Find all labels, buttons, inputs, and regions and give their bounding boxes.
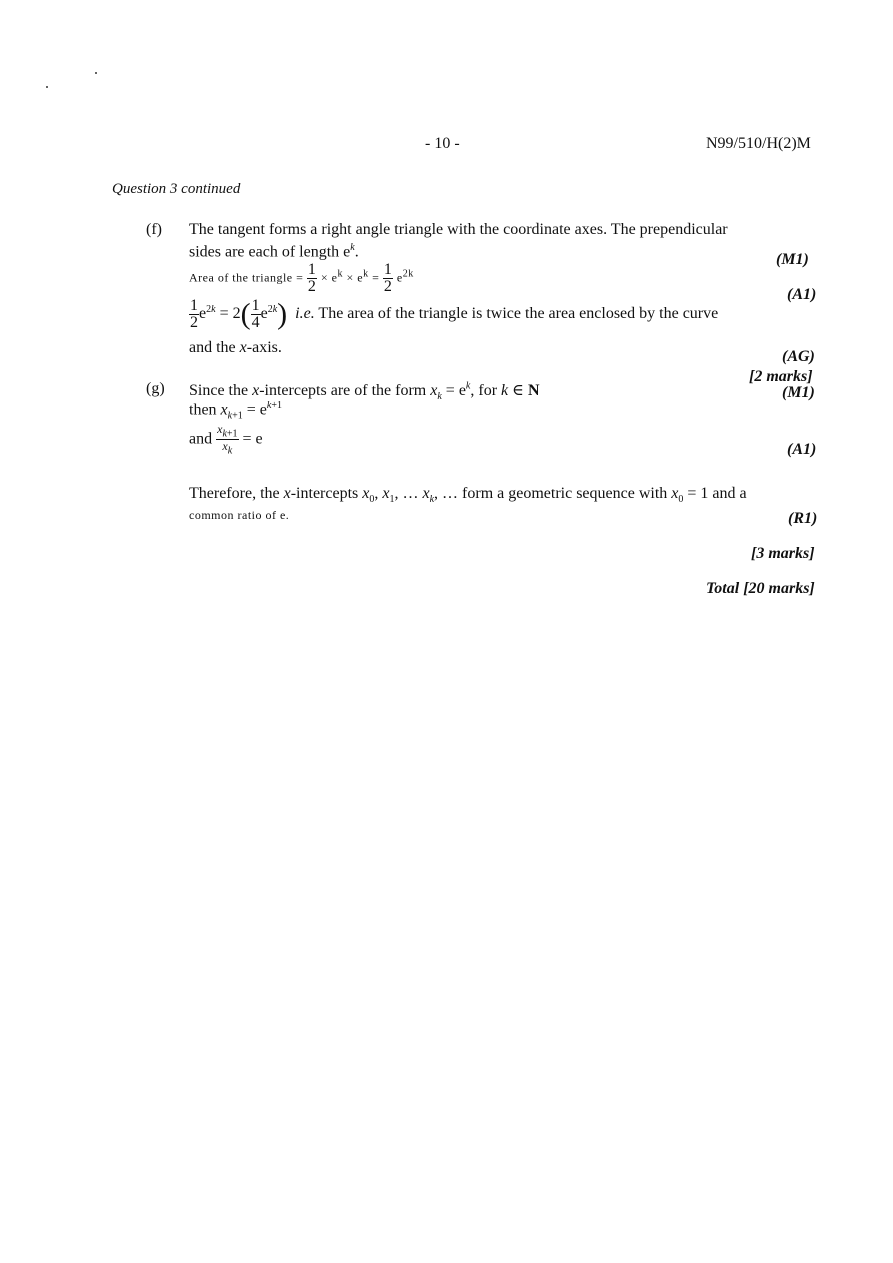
and-word: and	[189, 430, 213, 448]
common-ratio: common ratio of e.	[189, 508, 290, 522]
part-f-line4: and the x-axis.	[189, 339, 282, 356]
grand-total: Total [20 marks]	[706, 580, 815, 597]
part-f-line4-b: -axis.	[246, 339, 282, 356]
mark-g-m1: (M1)	[782, 384, 815, 401]
page-number: - 10 -	[425, 135, 460, 152]
part-g-therefore: Therefore, the x-intercepts $x_0$, $x_1$, … $x_k$, … form a geometric sequence with $x_0 = 1$ and a	[189, 485, 747, 506]
half-fraction: $\frac{1}{2}$	[190, 297, 198, 331]
half-fraction: $\frac{1}{2}$	[383, 261, 393, 295]
part-f-line4-a: and the	[189, 339, 236, 356]
part-g-total: [3 marks]	[751, 545, 815, 562]
mark-f-m1: (M1)	[776, 251, 809, 268]
therefore-a: Therefore, the	[189, 485, 280, 502]
part-g-then: then $x_{k+1} = e^{k+1}$	[189, 400, 282, 422]
ratio-fraction: $\frac{x_{k+1}}{x_k}$	[217, 422, 238, 457]
area-equation: Area of the triangle = $\frac{1}{2}$ × $e^k \times e^k$ = $\frac{1}{2}$ $e^{2k}$	[189, 261, 414, 295]
mark-f-a1: (A1)	[787, 286, 817, 303]
part-g-line1-b: -intercepts are of the form	[259, 382, 427, 399]
part-g-and: and $\frac{x_{k+1}}{x_k}$ = e	[189, 422, 263, 457]
quarter-fraction: $\frac{1}{4}$	[251, 297, 260, 331]
mark-g-r1: (R1)	[788, 510, 818, 527]
question-continued: Question 3 continued	[112, 181, 241, 197]
part-g-line1-a: Since the	[189, 382, 249, 399]
therefore-d: and a	[712, 485, 747, 502]
part-g-line1-c: for	[478, 382, 498, 399]
half-fraction: $\frac{1}{2}$	[307, 261, 317, 295]
then-word: then	[189, 401, 217, 419]
area-comparison: $\frac{1}{2}$ $e^{2k} = 2$( $\frac{1}{4}$ $e^{2k}$) i.e. The area of the triangle is twice the area enclosed by the curve	[190, 297, 719, 331]
part-f-line2-text: sides are each of length	[189, 243, 340, 261]
scan-speck	[46, 86, 48, 88]
mark-g-a1: (A1)	[787, 441, 817, 458]
part-g-label: (g)	[146, 380, 165, 397]
therefore-c: form a geometric sequence with	[462, 485, 668, 502]
scan-speck	[95, 72, 97, 74]
part-f-line2: sides are each of length $e^k$.	[189, 242, 359, 261]
ie-rest: The area of the triangle is twice the area enclosed by the curve	[318, 305, 719, 323]
part-f-total: [2 marks]	[749, 368, 813, 385]
therefore-b: -intercepts	[290, 485, 359, 502]
part-f-label: (f)	[146, 221, 162, 238]
ie-text: i.e.	[295, 305, 315, 323]
mark-f-ag: (AG)	[782, 348, 815, 365]
part-f-line1: The tangent forms a right angle triangle with the coordinate axes. The prependicular	[189, 221, 728, 238]
part-g-line1: Since the x-intercepts are of the form $x_k = e^k$, for k ∈ N	[189, 380, 540, 403]
area-label: Area of the triangle =	[189, 270, 304, 285]
document-code: N99/510/H(2)M	[706, 135, 811, 152]
